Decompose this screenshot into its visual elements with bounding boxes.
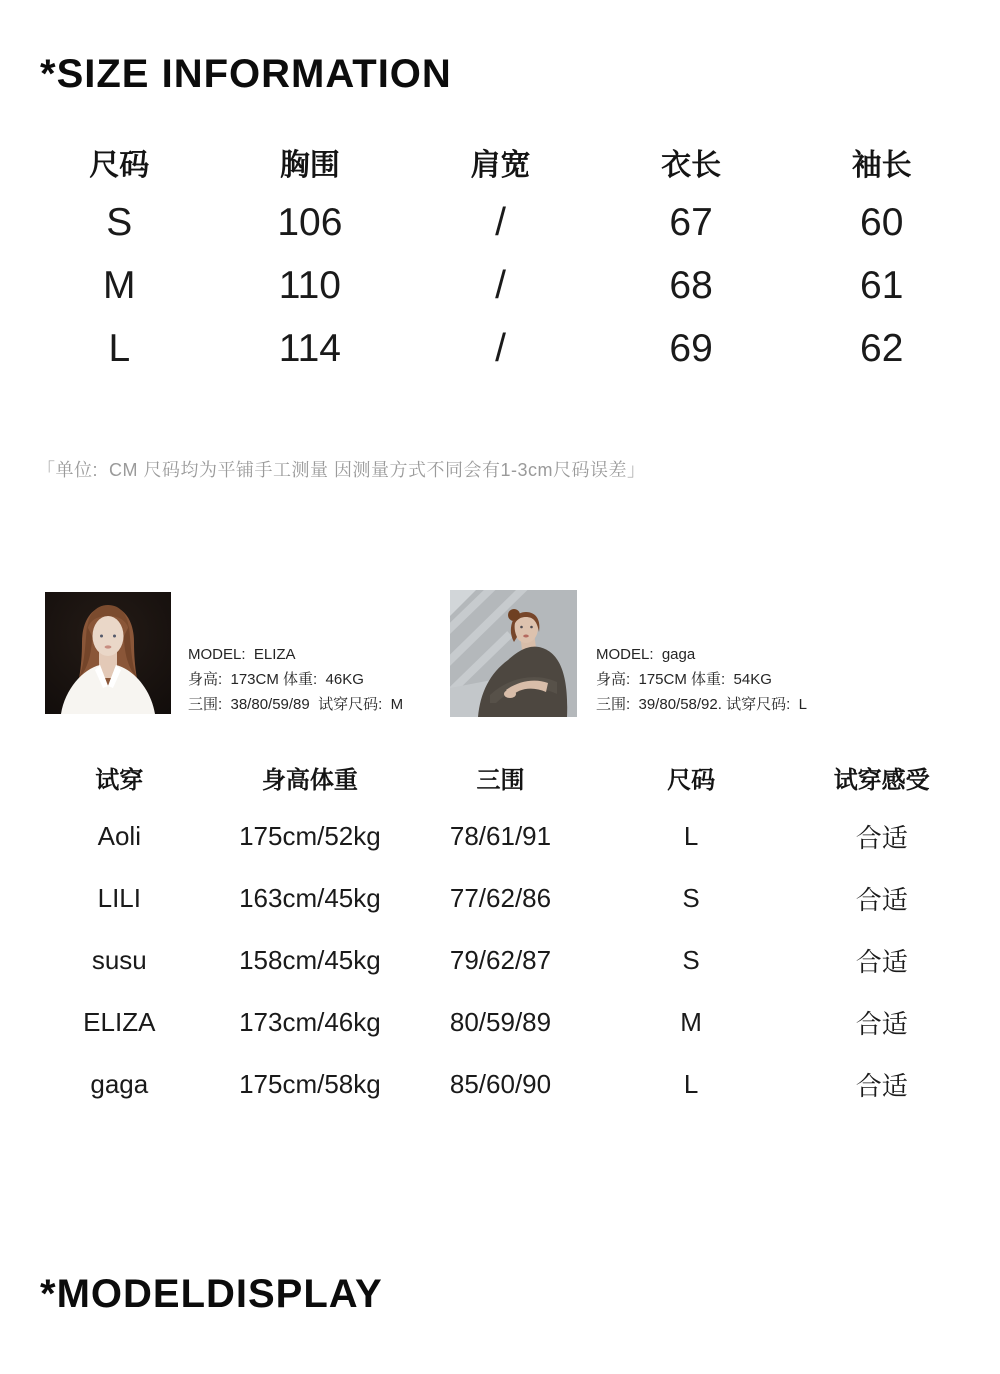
size-table (24, 133, 977, 380)
try-on-table-header: 身高体重 (261, 766, 358, 794)
try-on-table-cell: 175cm/58kg (239, 1068, 381, 1099)
model-measurements-line: 三围: 38/80/59/89 试穿尺码: M (188, 696, 404, 713)
try-on-table-cell: 合适 (855, 1008, 908, 1039)
try-on-table-cell: LILI (97, 882, 141, 913)
size-table-header: 衣长 (661, 149, 722, 182)
size-table-cell: 110 (278, 263, 341, 307)
try-on-table-cell: L (683, 1068, 699, 1099)
page-title-model-display: *MODELDISPLAY (40, 1272, 383, 1316)
size-table-cell: 67 (669, 200, 713, 244)
try-on-table-cell: ELIZA (83, 1006, 156, 1037)
page-title-size-information: *SIZE INFORMATION (40, 52, 452, 96)
size-table-cell: 61 (860, 263, 904, 307)
try-on-table-cell: 合适 (855, 884, 908, 915)
size-table-cell: 106 (277, 200, 343, 244)
model-measurements-line: 三围: 39/80/58/92. 试穿尺码: L (596, 696, 807, 713)
try-on-table-cell: gaga (90, 1068, 149, 1099)
model-name-line: MODEL: ELIZA (188, 646, 296, 663)
size-table-cell: 69 (669, 326, 713, 370)
try-on-table-cell: 77/62/86 (449, 882, 552, 913)
try-on-table-cell: 合适 (855, 1070, 908, 1101)
model-height-weight-line: 身高: 173CM 体重: 46KG (188, 671, 364, 688)
model-photo-gaga (450, 590, 577, 717)
size-table-cell: 62 (860, 326, 904, 370)
model-photo-gaga-illustration (450, 590, 577, 717)
try-on-table-cell: 163cm/45kg (239, 882, 381, 913)
size-table-cell: 60 (860, 200, 904, 244)
try-on-table-cell: 80/59/89 (449, 1006, 552, 1037)
size-table-cell: / (495, 263, 506, 307)
try-on-table-header: 试穿感受 (833, 766, 930, 794)
try-on-table-header: 尺码 (667, 766, 716, 794)
size-table-header: 胸围 (279, 149, 340, 182)
model-info-gaga (596, 642, 807, 717)
measurement-unit-note: 「单位: CM 尺码均为平铺手工测量 因测量方式不同会有1-3cm尺码误差」 (37, 460, 646, 480)
size-table-header: 尺码 (89, 149, 150, 182)
size-table-cell: M (103, 263, 136, 307)
try-on-table-cell: 85/60/90 (449, 1068, 552, 1099)
try-on-table-cell: S (682, 882, 700, 913)
try-on-table-header: 试穿 (95, 766, 144, 794)
size-table-header: 袖长 (851, 149, 912, 182)
try-on-table (24, 749, 977, 1115)
try-on-table-cell: S (682, 944, 700, 975)
size-table-cell: / (495, 326, 506, 370)
try-on-table-cell: 173cm/46kg (239, 1006, 381, 1037)
try-on-table-cell: 合适 (855, 946, 908, 977)
try-on-table-cell: 78/61/91 (449, 820, 552, 851)
size-table-cell: S (106, 200, 133, 244)
size-table-cell: L (108, 326, 131, 370)
try-on-table-cell: M (680, 1006, 702, 1037)
try-on-table-cell: 79/62/87 (449, 944, 552, 975)
try-on-table-cell: L (683, 820, 699, 851)
try-on-table-cell: 158cm/45kg (239, 944, 381, 975)
model-info-eliza (188, 642, 403, 717)
try-on-table-cell: 合适 (855, 822, 908, 853)
try-on-table-cell: Aoli (97, 820, 141, 851)
size-table-header: 肩宽 (470, 149, 531, 182)
size-table-cell: 68 (669, 263, 713, 307)
try-on-table-header: 三围 (476, 766, 525, 794)
model-photo-eliza-illustration (45, 592, 171, 714)
try-on-table-cell: susu (91, 944, 147, 975)
size-table-cell: 114 (278, 326, 341, 370)
size-table-cell: / (495, 200, 506, 244)
try-on-table-cell: 175cm/52kg (239, 820, 381, 851)
model-name-line: MODEL: gaga (596, 646, 696, 663)
model-photo-eliza (45, 592, 171, 714)
model-height-weight-line: 身高: 175CM 体重: 54KG (596, 671, 772, 688)
